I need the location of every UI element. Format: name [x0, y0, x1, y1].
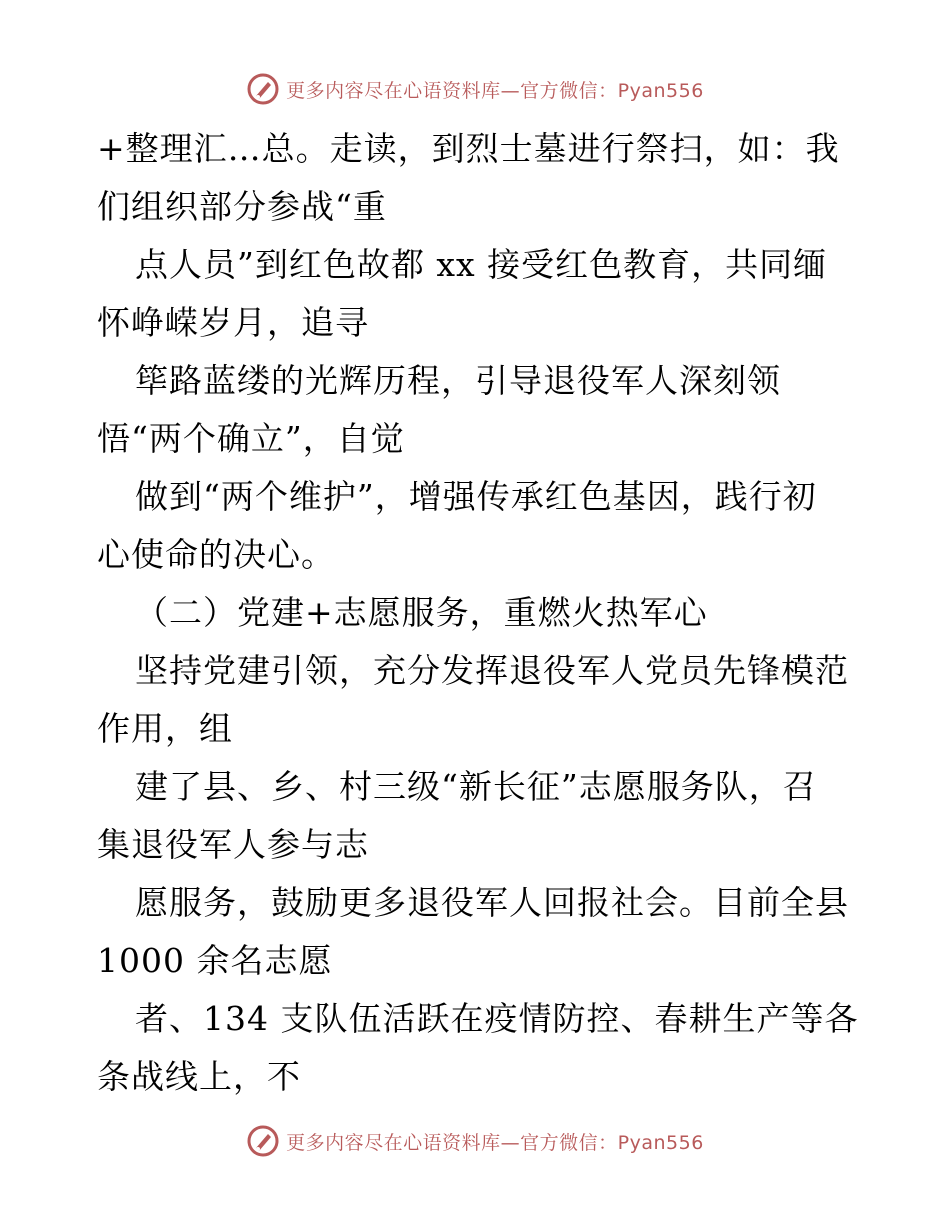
text-line: 建了县、乡、村三级“新长征”志愿服务队，召 — [135, 767, 817, 806]
watermark-text: 更多内容尽在心语资料库—官方微信：Pyan556 — [286, 1131, 704, 1154]
text-line: 心使命的决心。 — [97, 535, 335, 574]
footer-watermark — [0, 1124, 950, 1158]
pen-logo-icon — [246, 72, 280, 106]
text-line: 悟“两个确立”，自觉 — [97, 419, 405, 458]
section-heading: （二）党建+志愿服务，重燃火热军心 — [135, 593, 708, 632]
header-watermark — [0, 72, 950, 106]
text-line: 集退役军人参与志 — [97, 825, 369, 864]
watermark-text: 更多内容尽在心语资料库—官方微信：Pyan556 — [286, 79, 704, 102]
text-line: 1000 余名志愿 — [97, 941, 333, 980]
text-line: 坚持党建引领，充分发挥退役军人党员先锋模范 — [135, 651, 849, 690]
text-line: 们组织部分参战“重 — [97, 187, 387, 226]
document-body — [97, 120, 857, 1106]
text-line: 点人员”到红色故都 xx 接受红色教育，共同缅 — [135, 245, 828, 284]
text-line: 做到“两个维护”，增强传承红色基因，践行初 — [135, 477, 817, 516]
text-line: 愿服务，鼓励更多退役军人回报社会。目前全县 — [135, 883, 849, 922]
text-line: 怀峥嵘岁月，追寻 — [97, 303, 369, 342]
text-line: 条战线上，不 — [97, 1057, 301, 1096]
text-line: 作用，组 — [97, 709, 233, 748]
pen-logo-icon — [246, 1124, 280, 1158]
text-line: 筚路蓝缕的光辉历程，引导退役军人深刻领 — [135, 361, 781, 400]
text-line: 者、134 支队伍活跃在疫情防控、春耕生产等各 — [135, 999, 859, 1038]
text-line: +整理汇…总。走读，到烈士墓进行祭扫，如：我 — [97, 129, 840, 168]
